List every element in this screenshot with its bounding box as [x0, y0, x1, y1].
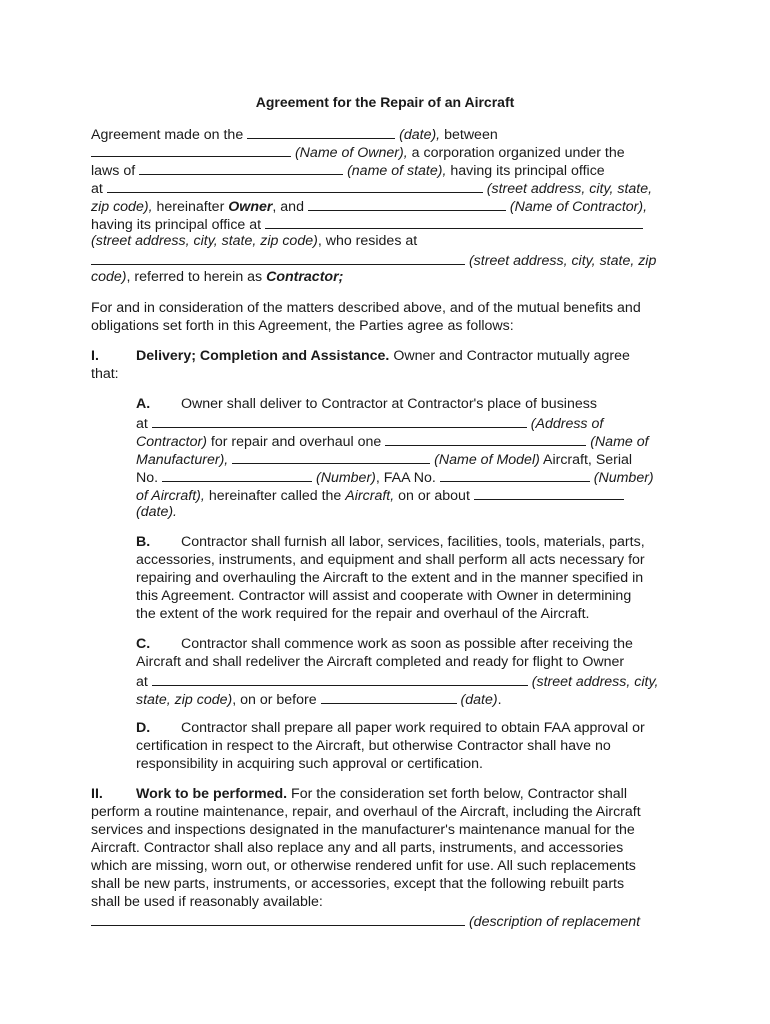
redelivery-address-blank[interactable] — [152, 671, 528, 686]
consideration-line-1: For and in consideration of the matters described above, and of the mutual benefits and — [91, 300, 641, 316]
section-2-heading: Work to be performed. — [136, 786, 288, 802]
item-b-line-2: accessories, instruments, and equipment and shall perform all acts necessary for — [136, 552, 645, 568]
item-b-line-5: the extent of the work required for the repair and overhaul of the Aircraft. — [136, 606, 590, 622]
document-title: Agreement for the Repair of an Aircraft — [255, 94, 515, 110]
preamble-line-7: (street address, city, state, zip code), who resides at — [91, 233, 418, 249]
section-2-line-3: services and inspections designated in the manufacturer's maintenance manual for the — [91, 822, 635, 838]
state-blank[interactable] — [139, 160, 343, 175]
section-2-line-8: (description of replacement — [91, 911, 640, 931]
preamble-line-8: (street address, city, state, zip — [91, 250, 656, 270]
serial-number-blank[interactable] — [162, 467, 312, 482]
item-c-line-3: at (street address, city, — [136, 671, 658, 691]
redelivery-date-blank[interactable] — [321, 689, 457, 704]
item-d-label: D. — [136, 720, 151, 736]
faa-number-blank[interactable] — [440, 467, 590, 482]
preamble-line-6: having its principal office at — [91, 214, 643, 234]
item-d-line-1: D. Contractor shall prepare all paper work required to obtain FAA approval or — [136, 720, 645, 736]
item-a-line-7: (date). — [136, 504, 178, 520]
section-2-line-4: Aircraft. Contractor shall also replace any and all parts, instruments, and accessories — [91, 840, 624, 856]
owner-address-blank[interactable] — [107, 178, 483, 193]
item-a-line-1: A. Owner shall deliver to Contractor at Contractor's place of business — [136, 396, 597, 412]
owner-name-blank[interactable] — [91, 142, 291, 157]
consideration-line-2: obligations set forth in this Agreement, the Parties agree as follows: — [91, 318, 514, 334]
item-a-line-5: No. (Number), FAA No. (Number) — [136, 467, 654, 487]
contractor-residence-blank[interactable] — [91, 250, 465, 265]
section-2-line-6: shall be new parts, instruments, or accessories, except that the following rebuilt parts — [91, 876, 625, 892]
section-2-heading-line: II. Work to be performed. For the consideration set forth below, Contractor shall — [91, 786, 627, 802]
item-b-line-3: repairing and overhauling the Aircraft to the extent and in the manner specified in — [136, 570, 644, 586]
item-a-label: A. — [136, 396, 151, 412]
preamble-line-9: code), referred to herein as Contractor; — [91, 269, 344, 285]
delivery-date-blank[interactable] — [474, 485, 624, 500]
section-1-heading: Delivery; Completion and Assistance. — [136, 348, 390, 364]
preamble-line-1: Agreement made on the (date), between — [91, 124, 498, 144]
item-c-line-1: C. Contractor shall commence work as soon as possible after receiving the — [136, 636, 633, 652]
item-a-line-3: Contractor) for repair and overhaul one (Name of — [136, 431, 649, 451]
section-2-line-7: shall be used if reasonably available: — [91, 894, 323, 910]
item-c-label: C. — [136, 636, 151, 652]
preamble-line-5: zip code), hereinafter Owner, and (Name of Contractor), — [91, 196, 647, 216]
contractor-address-blank[interactable] — [152, 413, 527, 428]
section-1-line-2: that: — [91, 366, 119, 382]
item-d-line-2: certification in respect to the Aircraft, but otherwise Contractor shall have no — [136, 738, 611, 754]
item-d-line-3: responsibility in acquiring such approval or certification. — [136, 756, 483, 772]
date-blank[interactable] — [247, 124, 395, 139]
section-1-number: I. — [91, 348, 99, 364]
contractor-office-blank[interactable] — [265, 214, 643, 229]
item-a-line-4: Manufacturer), (Name of Model) Aircraft, Serial — [136, 449, 632, 469]
section-2-line-2: perform a routine maintenance, repair, and overhaul of the Aircraft, including the Aircraft — [91, 804, 641, 820]
item-a-line-6: of Aircraft), hereinafter called the Aircraft, on or about — [136, 485, 624, 505]
section-1-heading-line: I. Delivery; Completion and Assistance. Owner and Contractor mutually agree — [91, 348, 630, 364]
preamble-line-4: at (street address, city, state, — [91, 178, 652, 198]
preamble-line-2: (Name of Owner), a corporation organized under the — [91, 142, 625, 162]
contractor-name-blank[interactable] — [308, 196, 506, 211]
item-c-line-2: Aircraft and shall redeliver the Aircraft completed and ready for flight to Owner — [136, 654, 625, 670]
item-a-line-2: at (Address of — [136, 413, 603, 433]
model-blank[interactable] — [232, 449, 430, 464]
item-b-label: B. — [136, 534, 151, 550]
section-2-line-5: which are missing, worn out, or otherwise rendered unfit for use. All such replacements — [91, 858, 636, 874]
replacement-description-blank[interactable] — [91, 911, 465, 926]
item-b-line-1: B. Contractor shall furnish all labor, services, facilities, tools, materials, parts, — [136, 534, 645, 550]
manufacturer-blank[interactable] — [385, 431, 586, 446]
section-2-number: II. — [91, 786, 103, 802]
item-c-line-4: state, zip code), on or before (date). — [136, 689, 502, 709]
preamble-line-3: laws of (name of state), having its principal office — [91, 160, 605, 180]
item-b-line-4: this Agreement. Contractor will assist and cooperate with Owner in determining — [136, 588, 632, 604]
